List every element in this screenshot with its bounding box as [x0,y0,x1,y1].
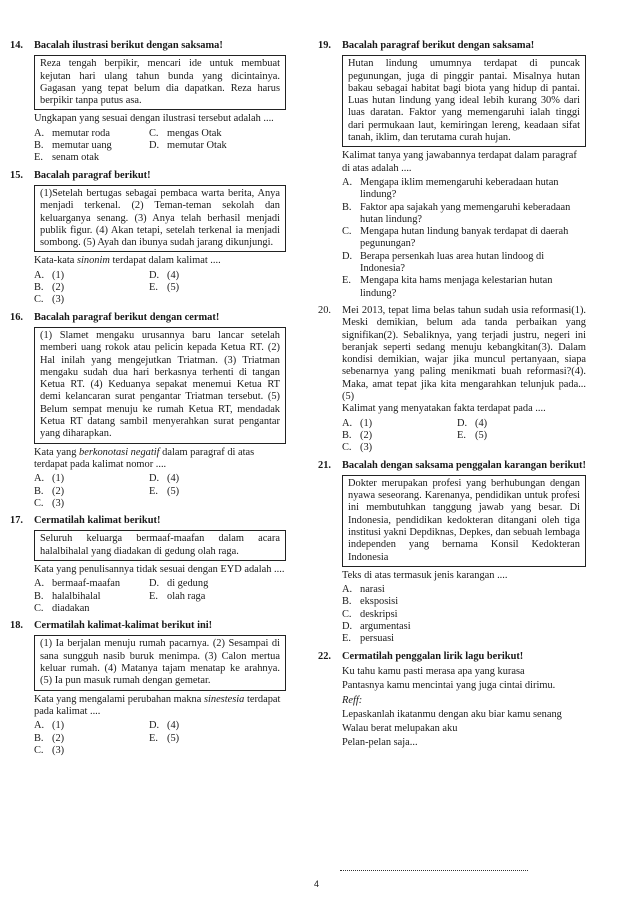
passage-box: Reza tengah berpikir, mencari ide untuk membuat kejutan hari ulang tahun bunda yang dicintainya. Gagasan yang tepat belum dia dapatkan. Reza harus berpikir tanpa putus asa. [34,55,286,110]
question-15 [10,170,286,307]
answer-option[interactable]: B. (2) [34,485,65,497]
answer-option[interactable]: A. bermaaf-maafan [34,578,121,590]
question-passage: 20. Mei 2013, tepat lima belas tahun sudah usia reformasi(1). Meski demikian, belum ada tanda perbaikan yang signifikan(2). Sebaliknya, yang terjadi justru, negeri ini beranjak seperti sedang menuju kebangkitan(3). Dalam kondisi demikian, wajar jika muncul pertanyaan, siapa sebenarnya yang paling menikmati buah reformasi?(4). Maka, amat tepat jika kita mengarahkan telunjuk pada... (5) [318,304,586,403]
question-stem: Ungkapan yang sesuai dengan ilustrasi tersebut adalah .... [34,113,274,125]
answer-option[interactable]: A. narasi [342,584,385,596]
question-22 [318,651,586,750]
answer-option[interactable]: C. deskripsi [342,608,398,620]
answer-option[interactable]: A. (1) [34,269,65,281]
answer-option[interactable]: B. Faktor apa sajakah yang memengaruhi keberadaan hutan lindung? [342,201,571,225]
question-heading: 22. Cermatilah penggalan lirik lagu berikut! [318,650,524,662]
answer-options [34,578,286,615]
answer-option[interactable]: E. persuasi [342,633,395,645]
question-18 [10,620,286,757]
answer-option[interactable]: C. diadakan [34,602,90,614]
answer-option[interactable]: B. (2) [34,282,65,294]
answer-options [34,128,286,165]
answer-options [342,177,586,300]
right-column [318,40,586,755]
answer-option[interactable]: D. (4) [457,417,488,429]
passage-box: (1) Slamet mengaku urusannya baru lancar setelah memberi uang rokok atau pelicin kepada Ketua RT. (2) Hal inilah yang mengejutkan Triatman. (3) Triatman mengaku sudah dua hari berkasnya terhenti di tangan Ketua RT. (4) Keduanya sepakat menemui Ketua RT demi kelancaran surat pengantar Triatman tersebut. (5) Belum sempat menuju ke rumah Ketua RT, mendadak Ketua RT datang sambil menyerahkan surat pengantar yang diharapkan. [34,327,286,444]
question-16 [10,312,286,510]
answer-option[interactable]: D. argumentasi [342,621,411,633]
question-heading: 21. Bacalah dengan saksama penggalan karangan berikut! [318,459,586,471]
lyrics-line: Pantasnya kamu mencintai yang juga cintai dirimu. [342,680,556,692]
answer-option[interactable]: E. olah raga [149,590,206,602]
question-stem: Kata yang penulisannya tidak sesuai dengan EYD adalah .... [34,563,285,575]
passage-box: (1)Setelah bertugas sebagai pembaca warta berita, Anya menjadi terkenal. (2) Teman-teman sekolah dan keluarganya senang. (3) Anya telah berhasil menjadi publik figur. (4) Akan tetapi, setelah terkenal ia menjadi sombong. (5) Ayah dan ibunya sudah jarang dikunjungi. [34,185,286,252]
answer-option[interactable]: D. memutar Otak [149,140,227,152]
answer-option[interactable]: D. di gedung [149,578,209,590]
question-heading: 17. Cermatilah kalimat berikut! [10,515,161,527]
question-21 [318,460,586,646]
question-heading: 15. Bacalah paragraf berikut! [10,169,151,181]
question-stem: Teks di atas termasuk jenis karangan .... [342,569,508,581]
lyrics-line: Pelan-pelan saja... [342,737,418,749]
lyrics-line: Reff: [342,694,363,706]
answer-option[interactable]: B. (2) [34,732,65,744]
answer-options [34,473,286,510]
question-stem: Kalimat yang menyatakan fakta terdapat pada .... [342,403,546,415]
answer-option[interactable]: C. (3) [34,497,65,509]
question-heading: 16. Bacalah paragraf berikut dengan cermat! [10,311,220,323]
answer-option[interactable]: B. memutar uang [34,140,112,152]
passage-box: Dokter merupakan profesi yang berhubungan dengan nyawa seseorang. Karenanya, pendidikan untuk profesi ini membutuhkan tanggung jawab yang besar. Di Indonesia, pendidikan kedokteran ditangani oleh tiga institusi yakni Depdiknas, Depkes, dan sebuah lembaga independen yang bernama Konsil Kedokteran Indonesia [342,475,586,567]
answer-options [342,418,586,455]
question-stem: Kata yang berkonotasi negatif dalam paragraf di atas terdapat pada kalimat nomor .... [34,446,255,470]
answer-option[interactable]: A. (1) [34,720,65,732]
question-17 [10,515,286,615]
answer-option[interactable]: A. memutar roda [34,127,110,139]
question-stem: Kalimat tanya yang jawabannya terdapat dalam paragraf di atas adalah .... [342,150,577,174]
answer-option[interactable]: C. mengas Otak [149,127,222,139]
answer-option[interactable]: A. (1) [342,417,373,429]
answer-option[interactable]: D. Berapa persenkah luas area hutan lindoog di Indonesia? [342,250,545,275]
question-heading: 19. Bacalah paragraf berikut dengan saksama! [318,40,535,51]
question-14 [10,40,286,165]
answer-option[interactable]: D. (4) [149,473,180,485]
answer-option[interactable]: C. (3) [34,744,65,756]
answer-option[interactable]: D. (4) [149,720,180,732]
passage-box: Hutan lindung umumnya terdapat di puncak pegunungan, juga di pinggir pantai. Misalnya hutan bakau sebagai habitat bagi biota yang hidup di pantai. Luas hutan lindung yang ideal lebih kurang 30% dari luas daratan. Faktor yang memengaruhi ialah tinggi dari permukaan laut, kemiringan lereng, keadaan sifat tanah, iklim, dan terutama curah hujan. [342,55,586,147]
left-column [10,40,286,762]
question-heading: 14. Bacalah ilustrasi berikut dengan saksama! [10,40,223,51]
answer-options [342,584,586,645]
lyrics-line: Lepaskanlah ikatanmu dengan aku biar kamu senang [342,708,562,720]
question-20 [318,305,586,455]
answer-option[interactable]: E. (5) [457,429,488,441]
answer-options [34,270,286,307]
answer-option[interactable]: D. (4) [149,269,180,281]
answer-line [340,870,528,871]
page-number: 4 [314,879,320,889]
question-stem: Kata yang mengalami perubahan makna sinestesia terdapat pada kalimat .... [34,693,281,717]
answer-option[interactable]: E. senam otak [34,152,100,164]
passage-box: Seluruh keluarga bermaaf-maafan dalam acara halalbihalal yang diadakan di gedung olah raga. [34,530,286,561]
question-heading: 18. Cermatilah kalimat-kalimat berikut ini! [10,620,213,632]
answer-option[interactable]: E. Mengapa kita hams menjaga kelestarian hutan lindung? [342,275,553,299]
answer-option[interactable]: E. (5) [149,485,180,497]
answer-option[interactable]: C. (3) [34,294,65,306]
question-19 [318,40,586,300]
answer-options [34,720,286,757]
answer-option[interactable]: E. (5) [149,282,180,294]
answer-option[interactable]: C. Mengapa hutan lindung banyak terdapat di daerah pegunungan? [342,226,569,250]
lyrics-line: Walau berat melupakan aku [342,723,458,735]
answer-option[interactable]: B. halalbihalal [34,590,101,602]
question-stem: Kata-kata sinonim terdapat dalam kalimat .... [34,255,221,267]
answer-option[interactable]: A. (1) [34,473,65,485]
answer-option[interactable]: E. (5) [149,732,180,744]
answer-option[interactable]: B. eksposisi [342,596,399,608]
answer-option[interactable]: A. Mengapa iklim memengaruhi keberadaan hutan lindung? [342,176,559,201]
answer-option[interactable]: C. (3) [342,442,373,454]
answer-option[interactable]: B. (2) [342,429,373,441]
lyrics-line: Ku tahu kamu pasti merasa apa yang kurasa [342,665,525,677]
passage-box: (1) Ia berjalan menuju rumah pacarnya. (2) Sesampai di sana sungguh nasib buruk menimpa. (3) Calon mertua keluar rumah. (4) Matanya tajam menatap ke arahnya. (5) Ia pun masuk rumah dengan gemetar. [34,635,286,690]
